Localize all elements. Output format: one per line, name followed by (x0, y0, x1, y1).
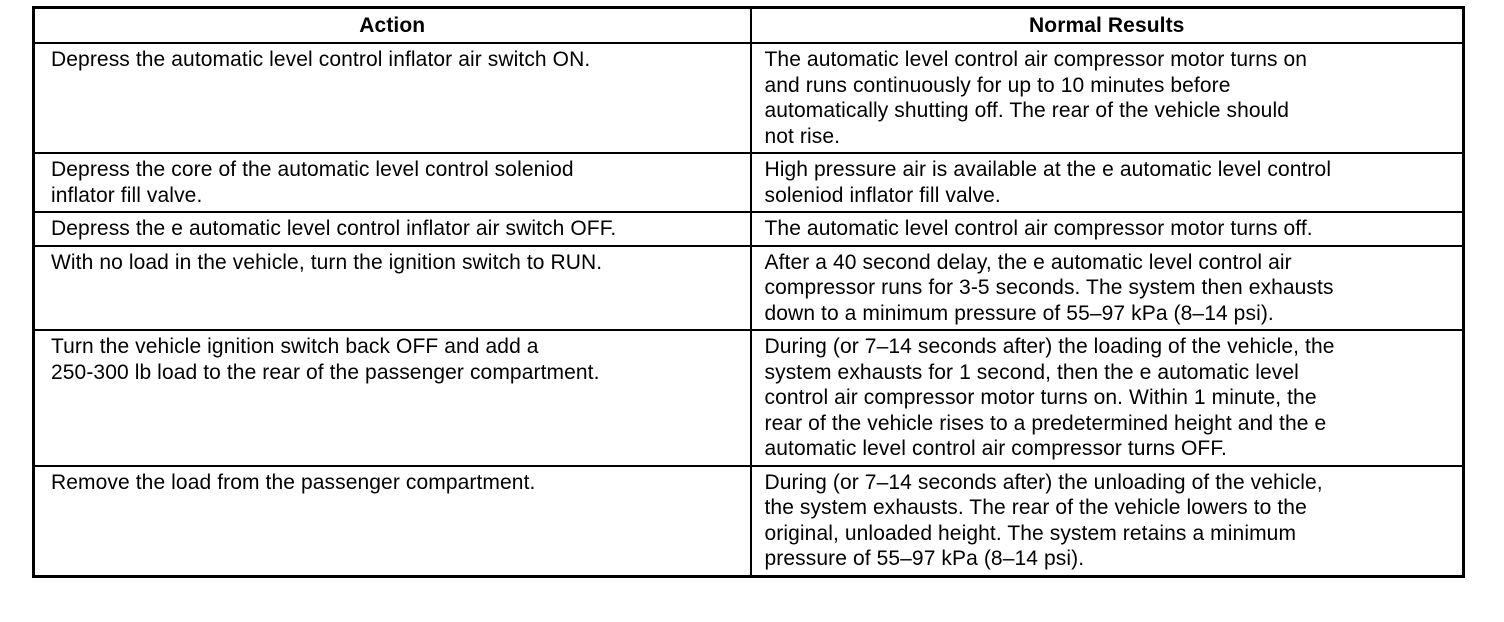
action-cell: Depress the automatic level control inflator air switch ON. (34, 43, 751, 153)
action-cell: With no load in the vehicle, turn the ignition switch to RUN. (34, 246, 751, 331)
table-row (34, 246, 1464, 331)
table-row (34, 43, 1464, 153)
procedure-table (32, 6, 1465, 578)
action-cell: Depress the core of the automatic level control soleniod inflator fill valve. (34, 153, 751, 212)
result-cell: The automatic level control air compressor motor turns off. (751, 212, 1464, 246)
result-cell: During (or 7–14 seconds after) the loading of the vehicle, the system exhausts for 1 second, then the e automatic level control air compressor motor turns on. Within 1 minute, the rear of the vehicle rises to a predetermined height and the e automatic level control air compressor turns OFF. (751, 330, 1464, 466)
column-header-action: Action (34, 8, 751, 44)
result-cell: During (or 7–14 seconds after) the unloading of the vehicle, the system exhausts. The rear of the vehicle lowers to the original, unloaded height. The system retains a minimum pressure of 55–97 kPa (8–14 psi). (751, 466, 1464, 577)
column-header-normal-results: Normal Results (751, 8, 1464, 44)
action-cell: Remove the load from the passenger compartment. (34, 466, 751, 577)
action-cell: Depress the e automatic level control inflator air switch OFF. (34, 212, 751, 246)
table-row (34, 212, 1464, 246)
header-row (34, 8, 1464, 44)
result-cell: The automatic level control air compressor motor turns on and runs continuously for up to 10 minutes before automatically shutting off. The rear of the vehicle should not rise. (751, 43, 1464, 153)
table-row (34, 466, 1464, 577)
action-cell: Turn the vehicle ignition switch back OFF and add a 250-300 lb load to the rear of the passenger compartment. (34, 330, 751, 466)
result-cell: High pressure air is available at the e automatic level control soleniod inflator fill valve. (751, 153, 1464, 212)
table-row (34, 330, 1464, 466)
table-row (34, 153, 1464, 212)
result-cell: After a 40 second delay, the e automatic level control air compressor runs for 3-5 seconds. The system then exhausts down to a minimum pressure of 55–97 kPa (8–14 psi). (751, 246, 1464, 331)
